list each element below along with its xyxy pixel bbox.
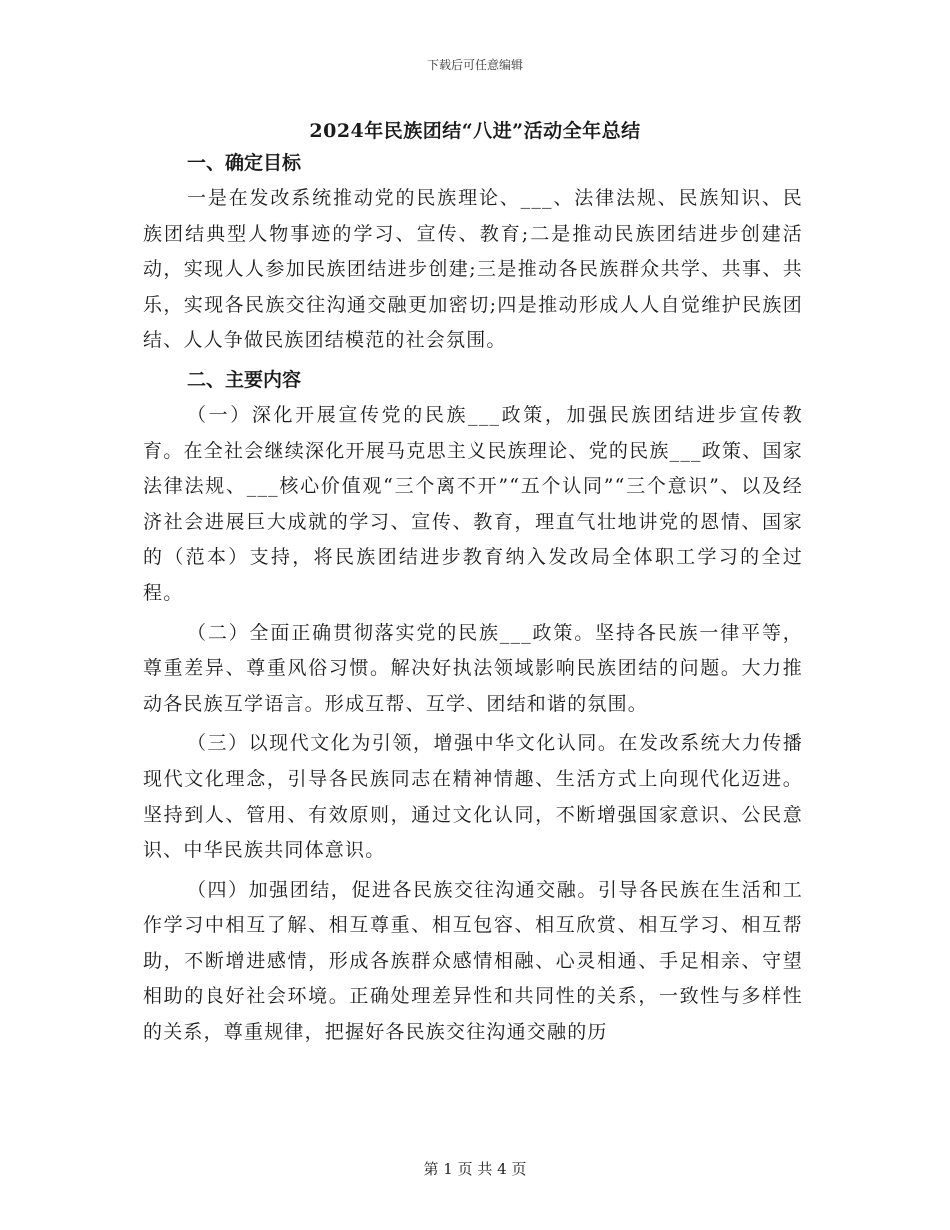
content-paragraph-3: （三）以现代文化为引领，增强中华文化认同。在发改系统大力传播现代文化理念，引导各民族同志在精神情趣、生活方式上向现代化迈进。坚持到人、管用、有效原则，通过文化认同，不断增强国家意识、公民意识、中华民族共同体意识。 <box>143 732 803 862</box>
document-body <box>143 146 803 1051</box>
section-heading-content: 二、主要内容 <box>187 368 302 391</box>
header-note: 下载后可任意编辑 <box>426 58 523 72</box>
content-paragraph-1: （一）深化开展宣传党的民族___政策，加强民族团结进步宣传教育。在全社会继续深化开展马克思主义民族理论、党的民族___政策、国家法律法规、___核心价值观“三个离不开”“五个认同”“三个意识”、以及经济社会进展巨大成就的学习、宣传、教育，理直气壮地讲党的恩情、国家的（范本）支持，将民族团结进步教育纳入发改局全体职工学习的全过程。 <box>143 403 803 604</box>
goals-paragraph: 一是在发改系统推动党的民族理论、___、法律法规、民族知识、民族团结典型人物事迹的学习、宣传、教育;二是推动民族团结进步创建活动，实现人人参加民族团结进步创建;三是推动各民族群众共学、共事、共乐，实现各民族交往沟通交融更加密切;四是推动形成人人自觉维护民族团结、人人争做民族团结模范的社会氛围。 <box>143 187 803 352</box>
page-footer: 第 1 页 共 4 页 <box>423 1160 527 1178</box>
document-title: 2024年民族团结“八进”活动全年总结 <box>309 120 641 142</box>
section-heading-goals: 一、确定目标 <box>187 152 302 174</box>
content-paragraph-4: （四）加强团结，促进各民族交往沟通交融。引导各民族在生活和工作学习中相互了解、相互尊重、相互包容、相互欣赏、相互学习、相互帮助，不断增进感情，形成各族群众感情相融、心灵相通、手足相亲、守望相助的良好社会环境。正确处理差异性和共同性的关系，一致性与多样性的关系，尊重规律，把握好各民族交往沟通交融的历 <box>143 878 803 1044</box>
content-paragraph-2: （二）全面正确贯彻落实党的民族___政策。坚持各民族一律平等，尊重差异、尊重风俗习惯。解决好执法领域影响民族团结的问题。大力推动各民族互学语言。形成互帮、互学、团结和谐的氛围。 <box>143 621 803 715</box>
